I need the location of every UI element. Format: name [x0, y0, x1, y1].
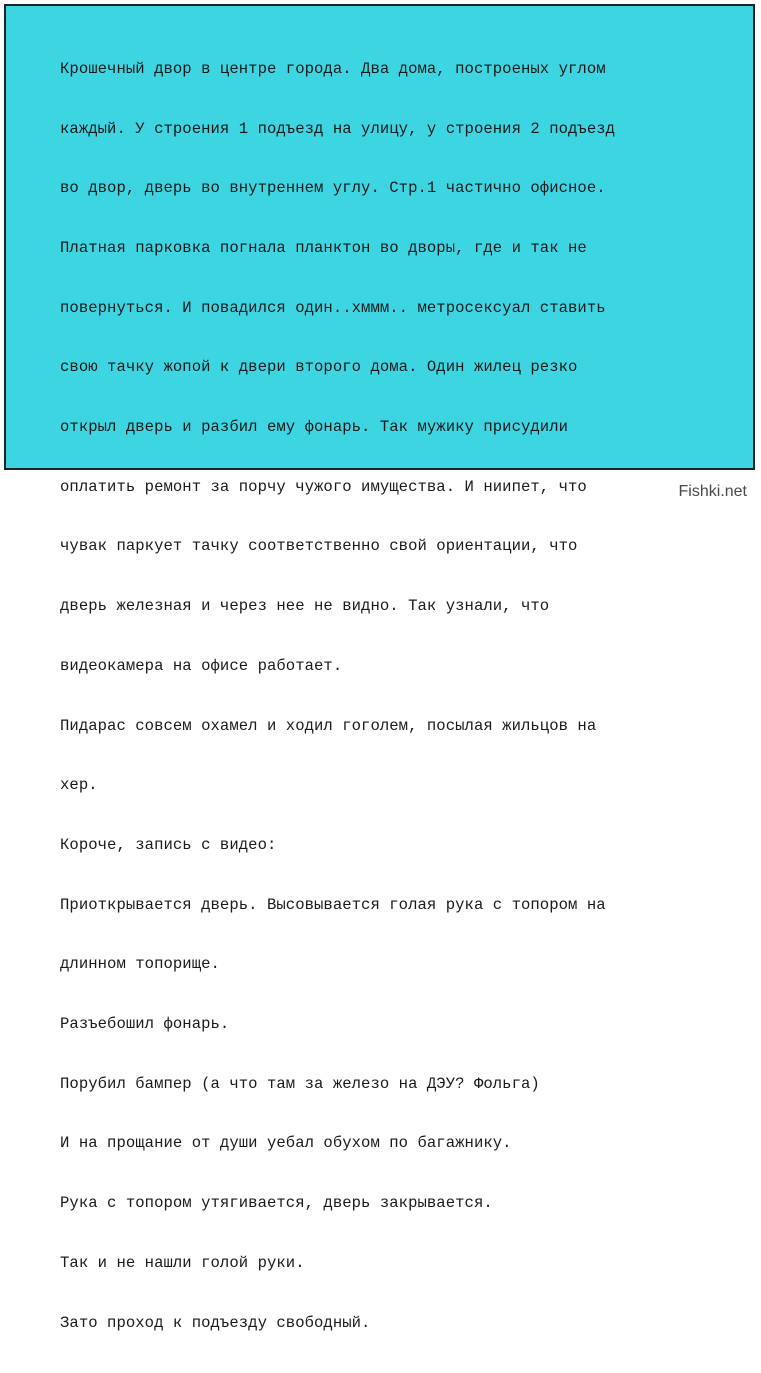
story-line: Порубил бампер (а что там за железо на ДЭУ? Фольга) [60, 1074, 540, 1093]
site-watermark: Fishki.net [678, 483, 747, 500]
story-line: Рука с топором утягивается, дверь закрывается. [60, 1194, 493, 1213]
story-line: хер. [60, 776, 98, 795]
story-line: длинном топорище. [60, 955, 220, 974]
story-line: Пидарас совсем охамел и ходил гоголем, посылая жильцов на [60, 716, 597, 735]
story-line: Короче, запись с видео: [60, 835, 277, 854]
story-line: дверь железная и через нее не видно. Так узнали, что [60, 597, 550, 616]
story-line: каждый. У строения 1 подъезд на улицу, у строения 2 подъезд [60, 119, 616, 138]
story-line: Зато проход к подъезду свободный. [60, 1313, 371, 1332]
story-text [60, 20, 750, 1373]
story-line: оплатить ремонт за порчу чужого имущества. И ниипет, что [60, 477, 587, 496]
story-line: Так и не нашли голой руки. [60, 1253, 305, 1272]
story-line: чувак паркует тачку соответственно свой ориентации, что [60, 537, 578, 556]
story-line: Разъебошил фонарь. [60, 1015, 230, 1034]
story-line: Платная парковка погнала планктон во дворы, где и так не [60, 238, 587, 257]
story-line: Крошечный двор в центре города. Два дома, построеных углом [60, 59, 606, 78]
story-line: во двор, дверь во внутреннем углу. Стр.1 частично офисное. [60, 179, 606, 198]
story-line: открыл дверь и разбил ему фонарь. Так мужику присудили [60, 418, 569, 437]
story-line: И на прощание от души уебал обухом по багажнику. [60, 1134, 512, 1153]
story-line: видеокамера на офисе работает. [60, 656, 343, 675]
story-line: свою тачку жопой к двери второго дома. Один жилец резко [60, 358, 578, 377]
story-line: повернуться. И повадился один..хммм.. метросексуал ставить [60, 298, 606, 317]
story-line: Приоткрывается дверь. Высовывается голая рука с топором на [60, 895, 606, 914]
